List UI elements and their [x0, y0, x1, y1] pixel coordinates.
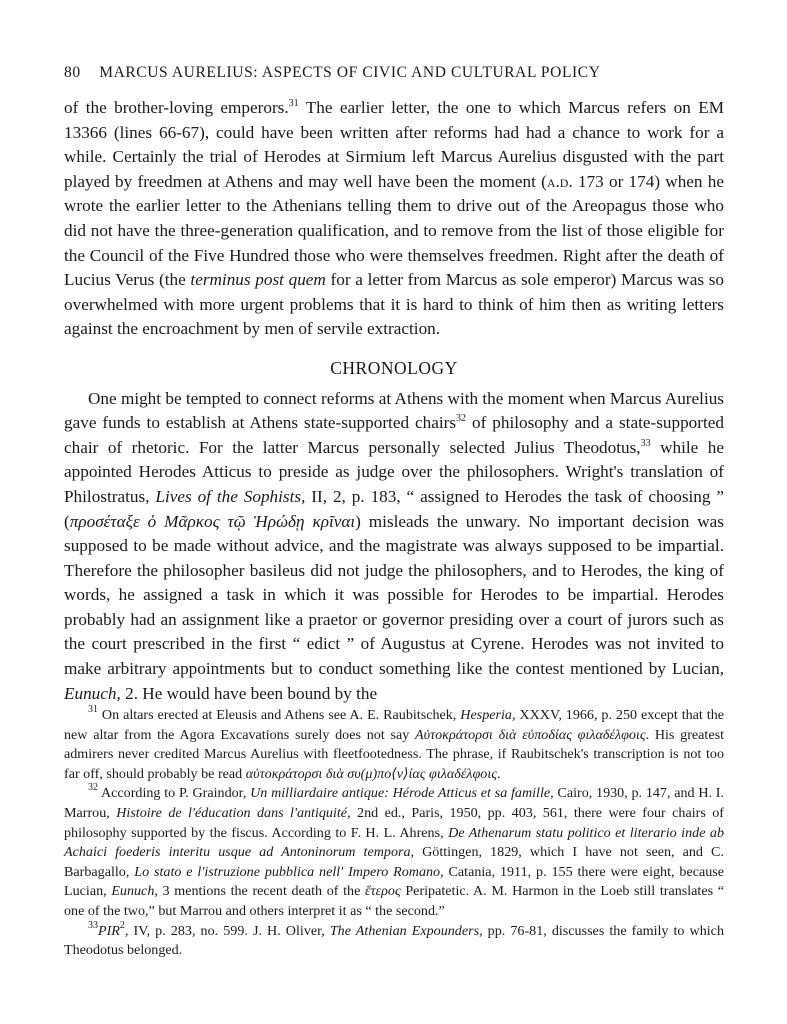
- footnote-ref-33: 33: [640, 437, 651, 449]
- page-number: 80: [64, 64, 81, 81]
- footnote-32: $^{32}$ According to P. Graindor, Un milliardaire antique: Hérode Atticus et sa famille, Cairo, 1930, p. 147, and H. I. Marrou, Histoire de l'éducation dans l'antiquité, 2nd ed., Paris, 1950, pp. 403, 561, there were four chairs of philosophy supported by the fiscus. According to F. H. L. Ahrens, De Athenarum statu politico et literario inde ab Achaici foederis interitu usque ad Antoninorum tempora, Göttingen, 1829, which I have not seen, and C. Barbagallo, Lo stato e l'istruzione pubblica nell' Impero Romano, Catania, 1911, p. 155 there were eight, because Lucian, Eunuch, 3 mentions the recent death of the ἕτερος Peripatetic. A. M. Harmon in the Loeb still translates “ one of the two,” but Marrou and others interpret it as “ the second.”: [64, 782, 725, 919]
- footnote-31: $^{31}$ On altars erected at Eleusis and Athens see A. E. Raubitschek, Hesperia, XXXV, 1966, p. 250 except that the new altar from the Agora Excavations surely does not say Αὐτοκράτορσι διὰ εὐποδίας φιλαδέλφοις. His greatest admirers never credited Marcus Aurelius with fleetfootedness. The phrase, if Raubitschek's transcription is not too far off, should probably be read αὐτοκράτορσι διὰ συ(μ)πο⟨ν⟩ίας φιλαδέλφοις.: [64, 704, 724, 782]
- footnote-ref-32: 32: [456, 413, 467, 425]
- greek-quote: προσέταξε ὁ Μᾶρκος τῷ Ἡρώδῃ κρῖναι: [69, 511, 356, 531]
- footnote-33: $^{33}$PIR$^2$, IV, p. 283, no. 599. J. H. Oliver, The Athenian Expounders, pp. 76-81, discusses the family to which Theodotus belonged.: [64, 919, 724, 959]
- body-paragraph-2: One might be tempted to connect reforms at Athens with the moment when Marcus Aurelius gave funds to establish at Athens state-supported chairs$^{32}$ of philosophy and a state-supported chair of rhetoric. For the latter Marcus personally selected Julius Theodotus,$^{33}$ while he appointed Herodes Atticus to preside as judge over the philosophers. Wright's translation of Philostratus, Lives of the Sophists, II, 2, p. 183, “ assigned to Herodes the task of choosing ” (προσέταξε ὁ Μᾶρκος τῷ Ἡρώδῃ κρῖναι) misleads the unwary. No important decision was supposed to be made without advice, and the magistrate was always supposed to be impartial. Therefore the philosopher basileus did not judge the philosophers, and to Herodes, the king of words, he assigned a task in which it was possible for Herodes to be impartial. Herodes probably had an assignment like a praetor or governor presiding over a court of jurors such as the court prescribed in the first “ edict ” of Augustus at Cyrene. Herodes was not invited to make arbitrary appointments but to conduct something like the contest mentioned by Lucian, Eunuch, 2. He would have been bound by the: [64, 388, 725, 703]
- footnotes: [64, 706, 724, 961]
- running-header: [64, 64, 724, 82]
- footnote-ref-31: 31: [288, 98, 299, 109]
- main-text: [64, 96, 724, 706]
- running-title: MARCUS AURELIUS: ASPECTS OF CIVIC AND CULTURAL POLICY: [99, 64, 601, 81]
- body-paragraph-1: of the brother-loving emperors.$^{31}$ The earlier letter, the one to which Marcus refers on EM 13366 (lines 66-67), could have been written after reforms had had a chance to work for a while. Certainly the trial of Herodes at Sirmium left Marcus Aurelius disgusted with the part played by freedmen at Athens and may well have been the moment (a.d. 173 or 174) when he wrote the earlier letter to the Athenians telling them to drive out of the Areopagus those who did not have the three-generation qualification, and to remove from the list of those eligible for the Council of the Five Hundred those who were themselves freedmen. Right after the death of Lucius Verus (the terminus post quem for a letter from Marcus as sole emperor) Marcus was so overwhelmed with more urgent problems that it is hard to think of him then as writing letters against the encroachment by men of servile extraction.: [64, 98, 724, 339]
- section-heading: CHRONOLOGY: [330, 357, 458, 378]
